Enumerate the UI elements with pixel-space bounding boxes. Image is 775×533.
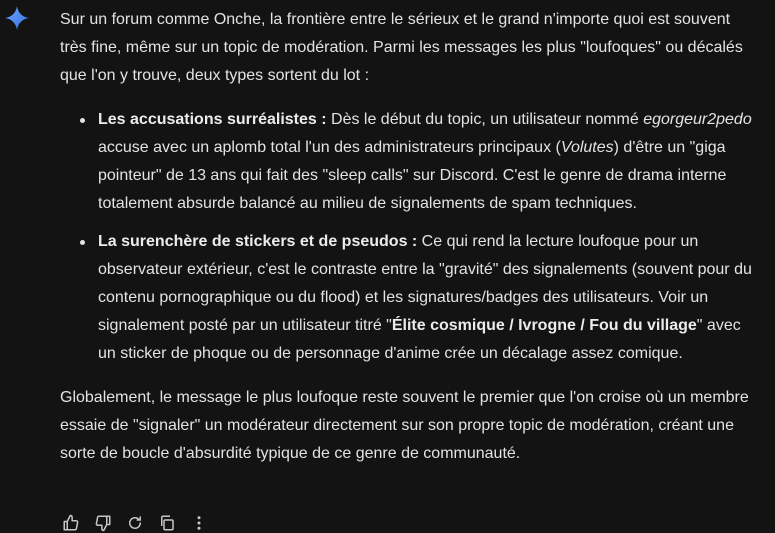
point-text: ) d'être un "giga pointeur" de 13 ans qui fait des "sleep calls" sur Discord. C'est le genre de drama interne totalement absurde balancé au milieu de signalements de spam techniques. <box>98 139 727 212</box>
point-text: Ce qui rend la lecture loufoque pour un observateur extérieur, c'est le contraste entre la "gravité" des signalements (souvent pour du contenu pornographique ou du flood) et les signatures/badges des utilisateurs. Voir un signalement posté par un utilisateur titré " <box>98 233 752 334</box>
list-item <box>98 106 760 218</box>
user-badge-title: Élite cosmique / Ivrogne / Fou du village <box>391 317 697 334</box>
response-bullet-list <box>60 106 760 368</box>
assistant-response <box>60 6 760 468</box>
copy-button[interactable] <box>156 512 178 533</box>
point-title: La surenchère de stickers et de pseudos : <box>98 233 418 250</box>
username: egorgeur2pedo <box>643 111 752 128</box>
more-vert-icon <box>190 514 208 532</box>
response-actions-bar <box>60 512 220 533</box>
admin-name: Volutes <box>560 139 614 156</box>
thumbs-up-icon <box>62 514 80 532</box>
gemini-sparkle-icon <box>4 5 30 31</box>
point-text: accuse avec un aplomb total l'un des administrateurs principaux ( <box>98 139 561 156</box>
copy-icon <box>158 514 176 532</box>
regenerate-icon <box>126 514 144 532</box>
point-text: Dès le début du topic, un utilisateur nommé <box>326 111 644 128</box>
regenerate-button[interactable] <box>124 512 146 533</box>
point-title: Les accusations surréalistes : <box>98 111 327 128</box>
more-options-button[interactable] <box>188 512 210 533</box>
thumbs-down-button[interactable] <box>92 512 114 533</box>
thumbs-up-button[interactable] <box>60 512 82 533</box>
response-conclusion: Globalement, le message le plus loufoque reste souvent le premier que l'on croise où un membre essaie de "signaler" un modérateur directement sur son propre topic de modération, créant une sorte de boucle d'absurdité typique de ce genre de communauté. <box>60 389 749 462</box>
list-item <box>98 228 760 368</box>
response-intro: Sur un forum comme Onche, la frontière entre le sérieux et le grand n'importe quoi est souvent très fine, même sur un topic de modération. Parmi les messages les plus "loufoques" ou décalés que l'on y trouve, deux types sortent du lot : <box>60 11 743 84</box>
thumbs-down-icon <box>94 514 112 532</box>
point-text: " avec un sticker de phoque ou de personnage d'anime crée un décalage assez comique. <box>98 317 741 362</box>
